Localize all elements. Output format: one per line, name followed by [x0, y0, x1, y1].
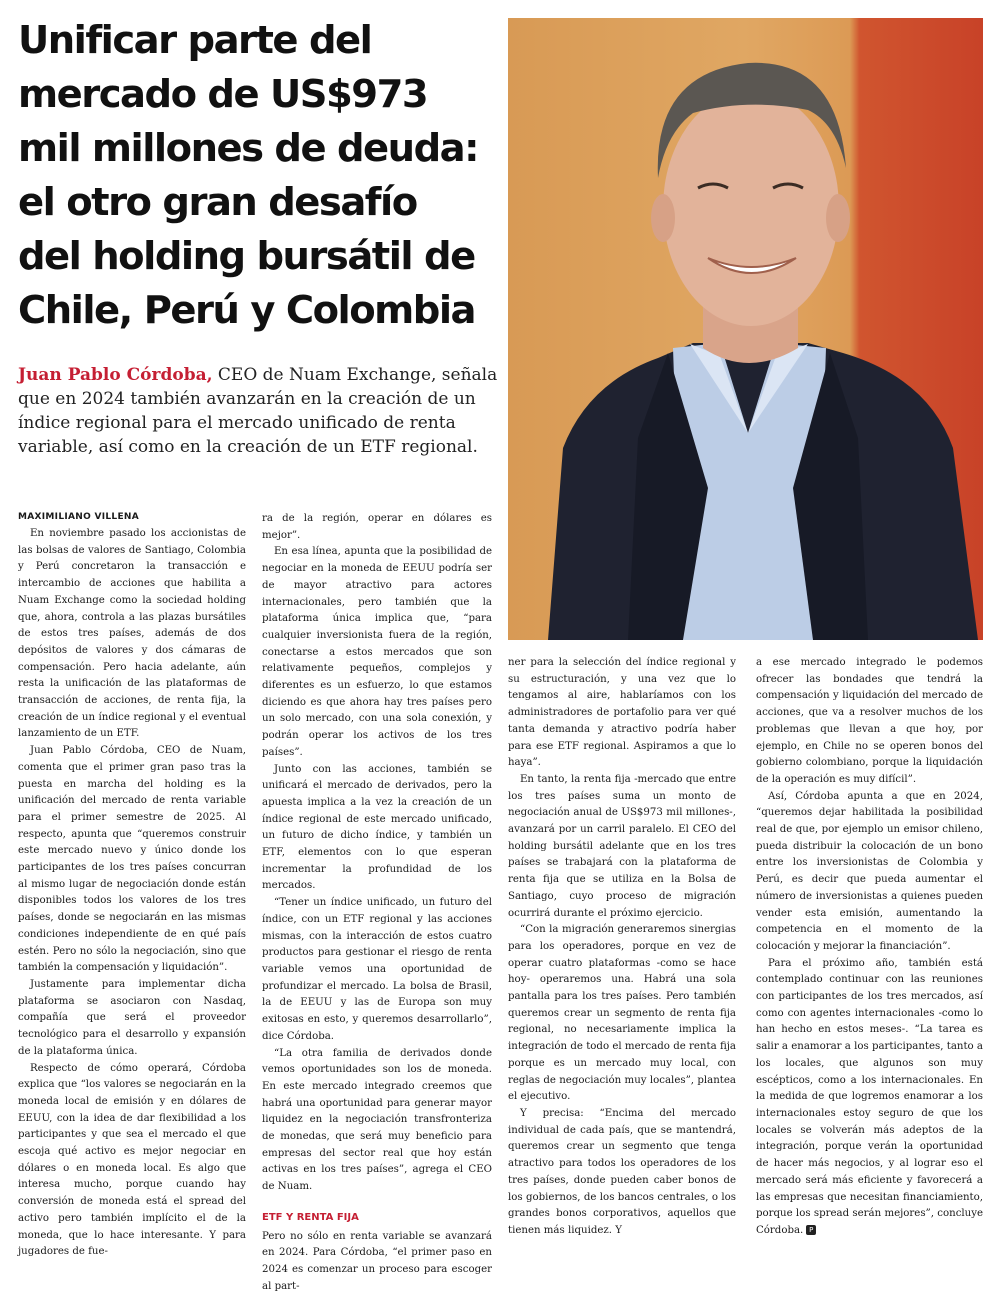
paragraph: “Tener un índice unificado, un futuro del índice, con un ETF regional y las acciones mismas, con la interacción de estos cuatro productos para gestionar el riesgo de renta variable vemos una oportunidad de profundizar el mercado. La bolsa de Brasil, la de EEUU y las de Europa son muy exitosas en esto, y queremos desarrollarlo”, dice Córdoba. [262, 897, 492, 1042]
lede-author-name: Juan Pablo Córdoba, [18, 365, 213, 385]
lede [18, 363, 500, 459]
headline-line: el otro gran desafío [18, 180, 417, 225]
paragraph: ra de la región, operar en dólares es mejor”. [262, 513, 492, 541]
paragraph: Pero no sólo en renta variable se avanzará en 2024. Para Córdoba, “el primer paso en 2024 es comenzar un proceso para escoger al part- [262, 1230, 492, 1292]
paragraph: En noviembre pasado los accionistas de las bolsas de valores de Santiago, Colombia y Perú concretaron la transacción e intercambio de acciones que habilita a Nuam Exchange como la sociedad holding que, ahora, controla a las plazas bursátiles de estos tres países, además de dos depósitos de valores y dos cámaras de compensación. Pero hacia adelante, aún resta la unificación de las plataformas de transacción de acciones, de renta fija, la creación de un índice regional y el eventual lanzamiento de un ETF. [18, 528, 246, 740]
paragraph: Juan Pablo Córdoba, CEO de Nuam, comenta que el primer gran paso tras la puesta en marcha del holding es la unificación del mercado de renta variable para el primer semestre de 2025. Al respecto, apunta que “queremos construir este mercado nuevo y único donde los participantes de los tres países concurran al mismo lugar de negociación donde están disponibles todos los valores de los tres países, donde se negociarán en las mismas condiciones independiente de en qué país estén. Pero no sólo la negociación, sino que también la compensación y liquidación”. [18, 745, 246, 974]
paragraph [756, 956, 983, 1240]
paragraph: En esa línea, apunta que la posibilidad de negociar en la moneda de EEUU podría ser de mayor atractivo para actores internacionales, pero también que la plataforma única implica que, “para cualquier inversionista fuera de la región, conectarse a estos mercados que son relativamente pequeños, complejos y diferentes es un esfuerzo, lo que estamos diciendo es que ahora hay tres países pero un solo mercado, con una sola conexión, y podrán operar los activos de los tres países”. [262, 546, 492, 758]
article-column-1 [18, 526, 246, 1261]
paragraph: Así, Córdoba apunta a que en 2024, “queremos dejar habilitada la posibilidad real de que, por ejemplo un emisor chileno, pueda distribuir la colocación de un bono entre los inversionistas de Colombia y Perú, es decir que pueda aumentar el número de inversionistas a quienes pueden vender esta emisión, aumentando la competencia en el momento de la colocación y mejorar la financiación”. [756, 790, 983, 952]
paragraph-text: Para el próximo año, también está contemplado continuar con las reuniones con participantes de los tres mercados, así como con agentes internacionales -como lo han hecho en estos meses-. “La tarea es salir a enamorar a los participantes, tanto a los locales, que algunos son muy escépticos, como a los internacionales. En la medida de que logremos enamorar a los internacionales estoy seguro de que los locales se volverán más adeptos de la integración, porque verán la oportunidad de hacer más negocios, y al lograr eso el mercado será más eficiente y favorecerá a las empresas que necesitan financiamiento, porque los spread serán mejores”, concluye Córdoba. [756, 957, 983, 1236]
section-heading: ETF Y RENTA FIJA [262, 1211, 359, 1223]
paragraph: ner para la selección del índice regional y su estructuración, y una vez que lo tengamos al aire, hablaríamos con los administradores de portafolio para ver qué tanta demanda y atractivo podría haber para ese ETF regional. Aspiramos a que lo haya”. [508, 657, 736, 769]
article-column-4 [756, 655, 983, 1240]
headline-line: Chile, Perú y Colombia [18, 288, 476, 333]
paragraph: Y precisa: “Encima del mercado individual de cada país, que se mantendrá, queremos crear un segmento que tenga atractivo para todos los operadores de los tres países, donde pueden caber bonos de los gobiernos, de los bancos centrales, o los grandes bonos corporativos, aquellos que tienen más liquidez. Y [508, 1107, 736, 1236]
paragraph: Junto con las acciones, también se unificará el mercado de derivados, pero la apuesta implica a la vez la creación de un índice regional de este mercado unificado, un futuro de dicho índice, y también un ETF, elementos con lo que esperan incrementar la profundidad de los mercados. [262, 763, 492, 892]
headline [18, 14, 496, 338]
headline-line: del holding bursátil de [18, 234, 475, 279]
paragraph: “Con la migración generaremos sinergias para los operadores, porque en vez de operar cuatro plataformas -como se hace hoy- operaremos una. Habrá una sola pantalla para los tres países. Pero también queremos crear un segmento de renta fija regional, no necesariamente implica la integración de todo el mercado de renta fija porque es un mercado muy local, con reglas de negociación muy locales”, plantea el ejecutivo. [508, 924, 736, 1103]
headline-line: Unificar parte del [18, 18, 372, 63]
paragraph: Respecto de cómo operará, Córdoba explica que “los valores se negociarán en la moneda local de emisión y en dólares de EEUU, con la idea de dar flexibilidad a los participantes y que sea el mercado el que escoja qué activo es mejor negociar en dólares o en moneda local. Es algo que interesa mucho, porque cuando hay conversión de moneda está el spread del activo pero también implícito el de la moneda, que lo hace interesante. Y para jugadores de fue- [18, 1062, 246, 1258]
paragraph: a ese mercado integrado le podemos ofrecer las bondades que tendrá la compensación y liquidación del mercado de acciones, que va a resolver muchos de los problemas que llevan a que hoy, por ejemplo, en Chile no se operen bonos del gobierno colombiano, porque la liquidación de la operación es muy difícil”. [756, 657, 983, 785]
article-column-2 [262, 511, 492, 1295]
article-column-3 [508, 655, 736, 1240]
portrait-photo [508, 18, 983, 640]
end-mark-icon: P [806, 1225, 816, 1235]
headline-line: mercado de US$973 [18, 72, 428, 117]
lede-text: CEO de Nuam Exchange, señala que en 2024 también avanzarán en la creación de un índice regional para el mercado unificado de renta variable, así como en la creación de un ETF regional. [18, 365, 498, 457]
paragraph: “La otra familia de derivados donde vemos oportunidades son los de moneda. En este mercado integrado creemos que habrá una oportunidad para generar mayor liquidez en la negociación transfronteriza de monedas, que será muy beneficio para empresas del sector real que hoy están activas en los tres países”, agrega el CEO de Nuam. [262, 1047, 492, 1193]
headline-line: mil millones de deuda: [18, 126, 478, 171]
byline: MAXIMILIANO VILLENA [18, 512, 140, 522]
paragraph: Justamente para implementar dicha plataforma se asociaron con Nasdaq, compañía que será el proveedor tecnológico para el desarrollo y expansión de la plataforma única. [18, 978, 246, 1057]
paragraph: En tanto, la renta fija -mercado que entre los tres países suma un monto de negociación anual de US$973 mil millones-, avanzará por un carril paralelo. El CEO del holding bursátil adelante que en los tres países se trabajará con la plataforma de renta fija que se utiliza en la Bolsa de Santiago, cuyo proceso de migración ocurrirá durante el próximo ejercicio. [508, 773, 736, 919]
